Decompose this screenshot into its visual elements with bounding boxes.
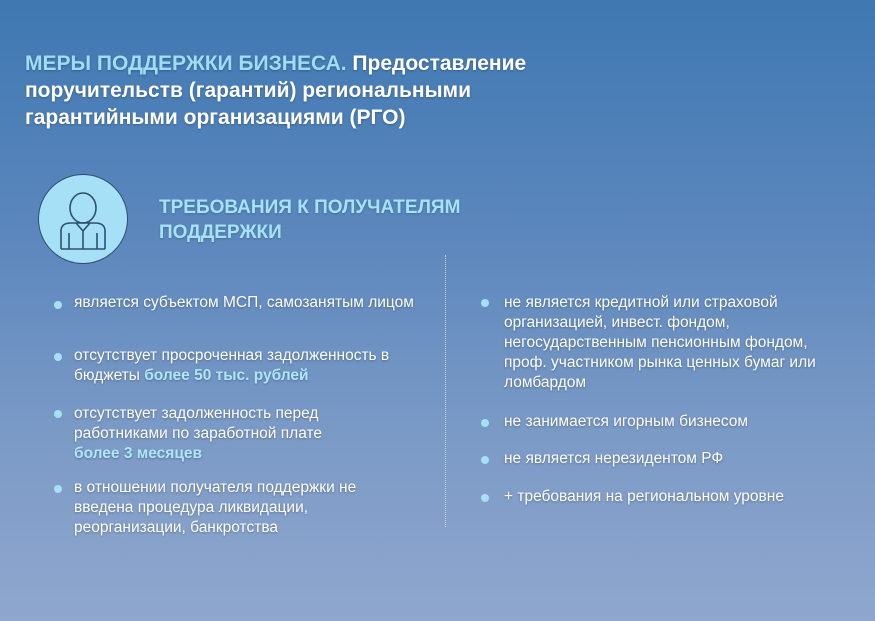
list-item: не занимается игорным бизнесом: [504, 413, 749, 430]
list-item: не является нерезидентом РФ: [504, 450, 724, 467]
list-item: не является кредитной или страховой организацией, инвест. фондом, негосударственным пенсионным фондом, проф. участником рынка ценных бумаг или ломбардом: [504, 294, 816, 391]
title-accent: МЕРЫ ПОДДЕРЖКИ БИЗНЕСА.: [25, 52, 347, 75]
list-item: + требования на региональном уровне: [504, 488, 784, 505]
bullet-icon: [54, 301, 62, 309]
bullet-icon: [481, 456, 489, 464]
bullet-icon: [54, 410, 62, 418]
bullet-icon: [54, 353, 62, 361]
page-title: [25, 50, 625, 131]
list-item: является субъектом МСП, самозанятым лицом: [74, 294, 414, 311]
column-divider: [445, 255, 446, 527]
list-item: отсутствует просроченная задолженность в бюджеты более 50 тыс. рублей: [74, 347, 390, 384]
person-icon: [38, 174, 128, 264]
bullet-icon: [481, 299, 489, 307]
bullet-icon: [481, 419, 489, 427]
title-rest: Предоставление поручительств (гарантий) региональными гарантийными организациями (РГО): [25, 52, 527, 129]
list-item: отсутствует задолженность перед работниками по заработной плате более 3 месяцев: [74, 405, 323, 462]
bullet-icon: [481, 494, 489, 502]
requirements-heading: ТРЕБОВАНИЯ К ПОЛУЧАТЕЛЯМ ПОДДЕРЖКИ: [159, 197, 461, 243]
bullet-icon: [54, 485, 62, 493]
list-item: в отношении получателя поддержки не введена процедура ликвидации, реорганизации, банкротства: [74, 479, 357, 536]
